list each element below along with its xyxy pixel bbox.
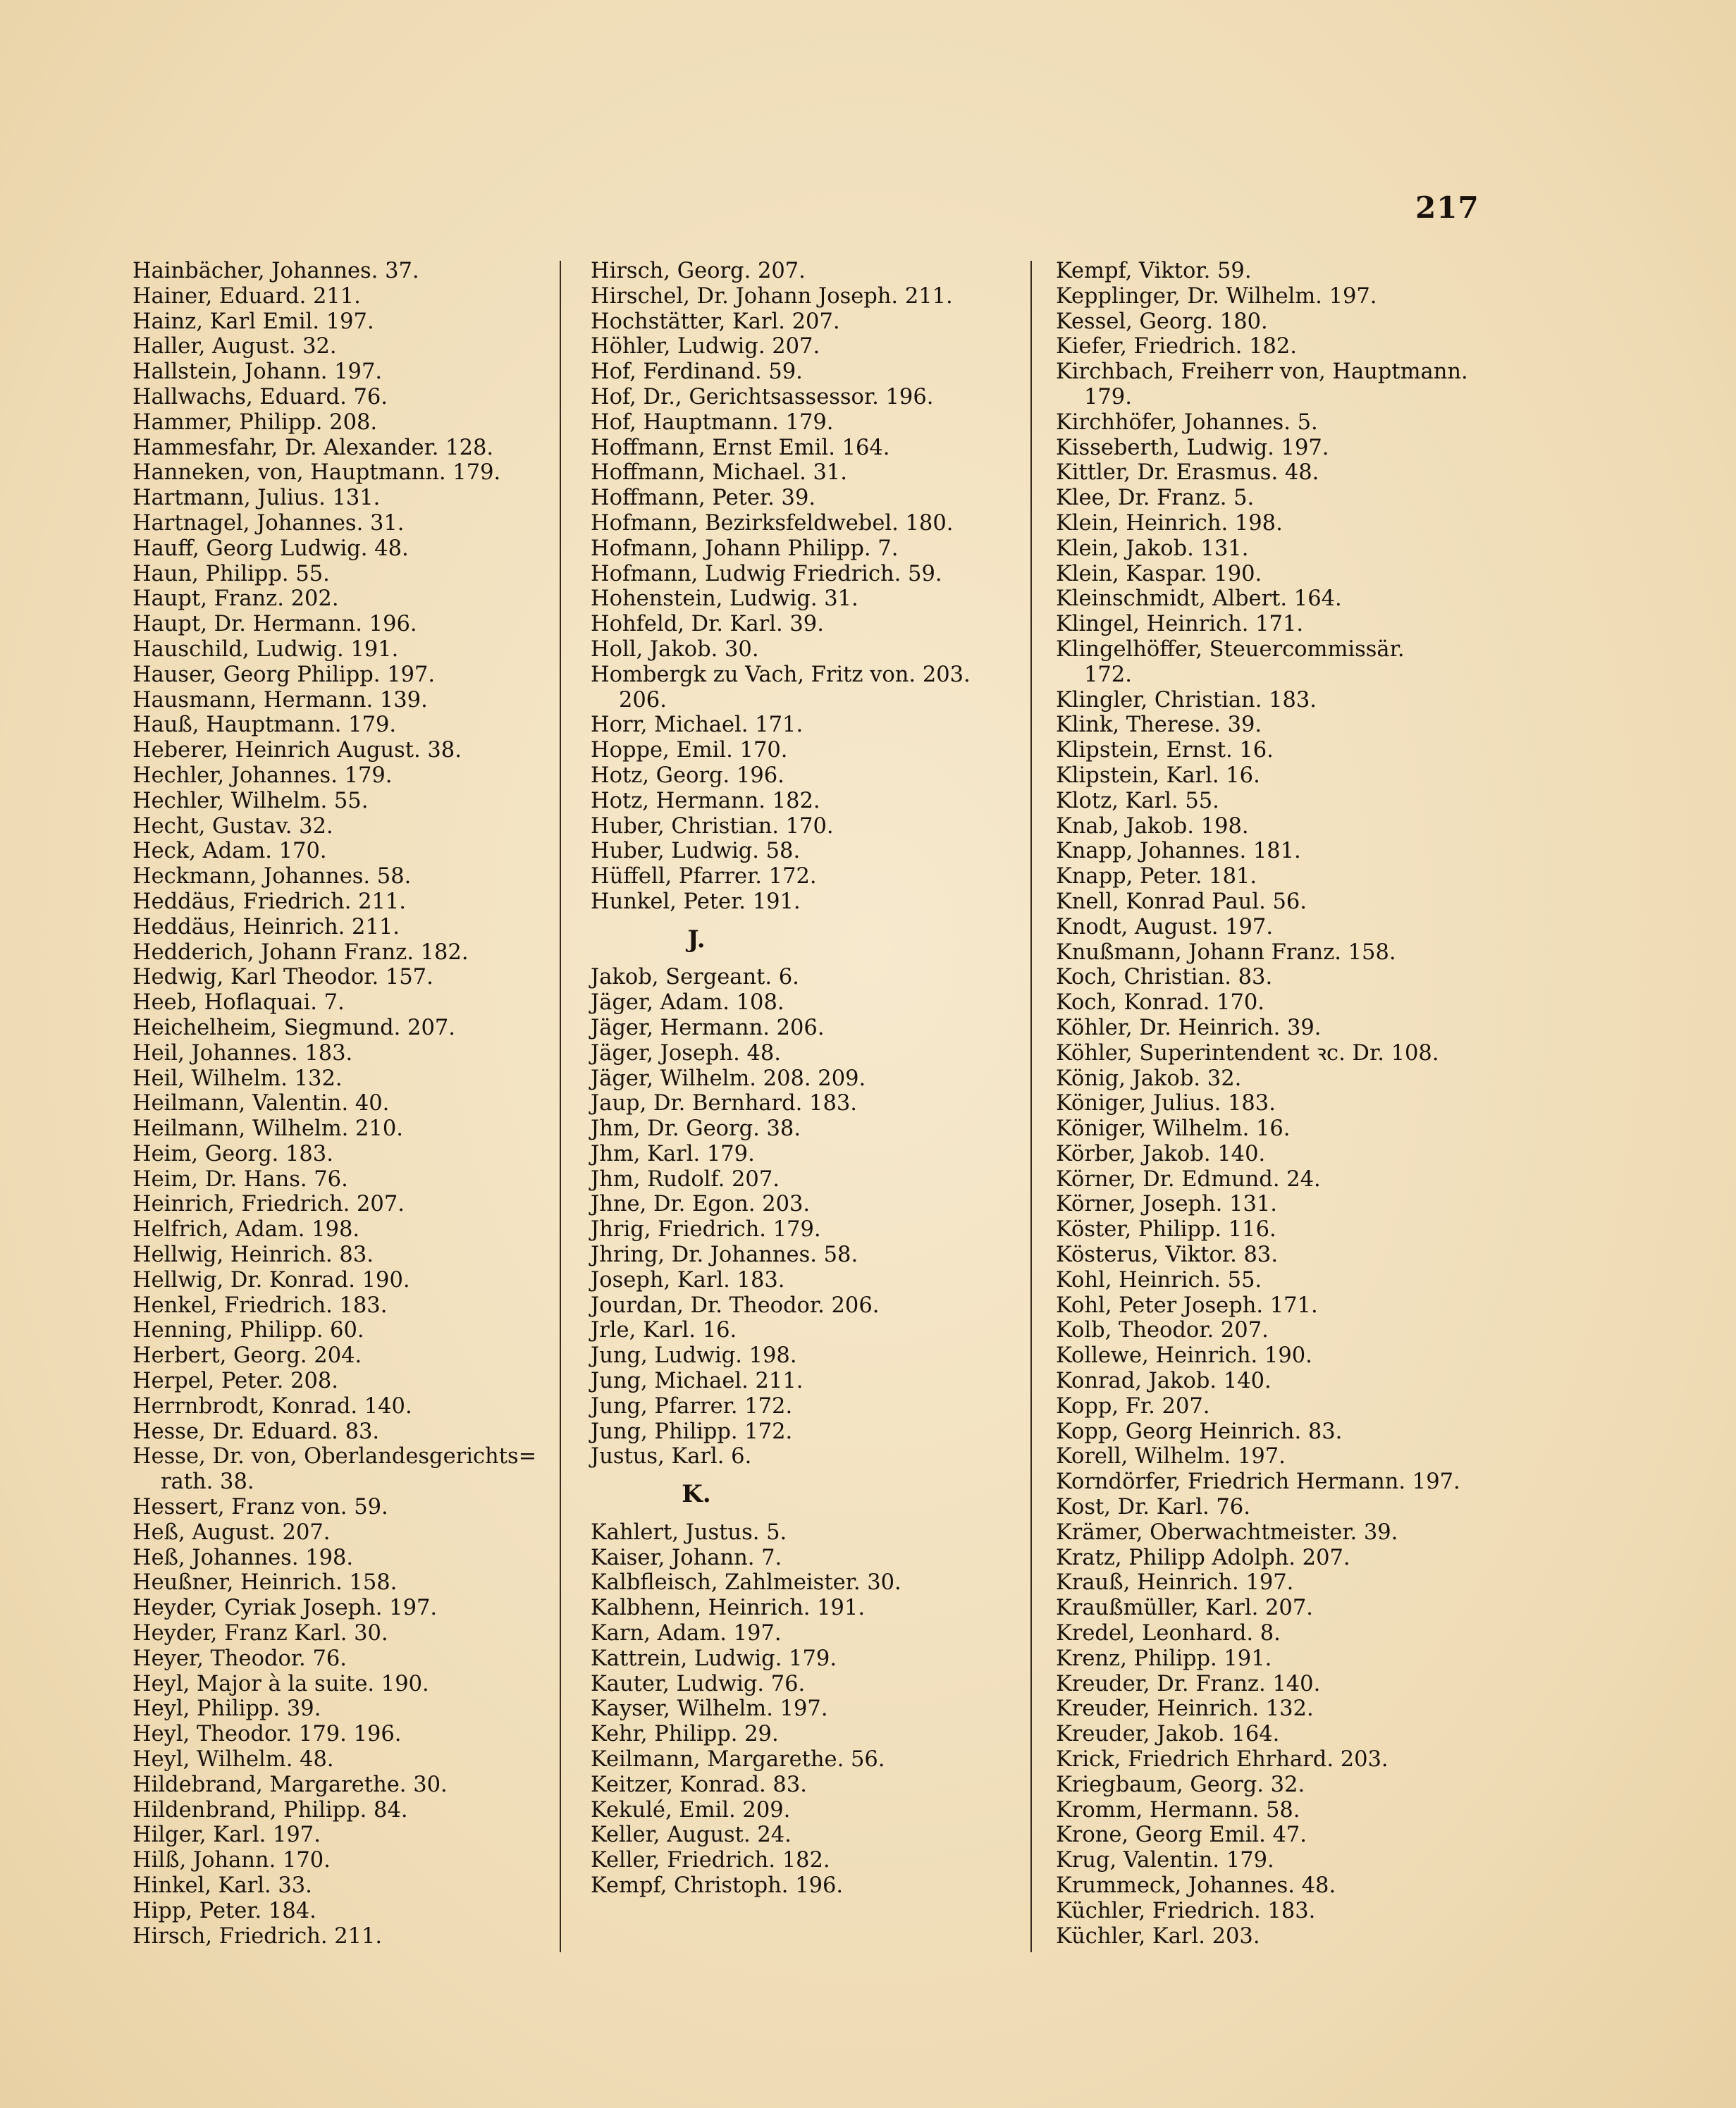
index-entry: Kost, Dr. Karl. 76.	[1056, 1495, 1250, 1520]
index-entry: Hausmann, Hermann. 139.	[133, 687, 428, 713]
index-entry: Kepplinger, Dr. Wilhelm. 197.	[1056, 283, 1377, 309]
index-entry: Köster, Philipp. 116.	[1056, 1217, 1276, 1243]
index-entry: Heß, Johannes. 198.	[133, 1545, 354, 1570]
index-entry: Knapp, Johannes. 181.	[1056, 839, 1301, 864]
index-entry: Hellwig, Heinrich. 83.	[133, 1243, 374, 1268]
index-entry: Jhm, Rudolf. 207.	[591, 1166, 780, 1192]
index-entry: Jhm, Dr. Georg. 38.	[591, 1116, 801, 1142]
index-entry: Heilmann, Valentin. 40.	[133, 1091, 390, 1116]
index-entry: Keller, August. 24.	[591, 1823, 792, 1848]
index-entry: Haupt, Franz. 202.	[133, 586, 339, 612]
index-entry: Hildebrand, Margarethe. 30.	[133, 1772, 448, 1797]
index-entry: Huber, Christian. 170.	[591, 813, 834, 839]
section-letter-heading: K.	[682, 1480, 711, 1509]
index-entry: Krug, Valentin. 179.	[1056, 1848, 1274, 1873]
index-entry: Krone, Georg Emil. 47.	[1056, 1823, 1307, 1848]
index-entry: Kirchbach, Freiherr von, Hauptmann.	[1056, 359, 1468, 385]
index-entry: Kriegbaum, Georg. 32.	[1056, 1772, 1305, 1797]
index-entry: Kösterus, Viktor. 83.	[1056, 1243, 1279, 1268]
index-entry: Hammer, Philipp. 208.	[133, 409, 378, 435]
column-divider	[560, 261, 561, 1952]
index-entry: Köhler, Dr. Heinrich. 39.	[1056, 1015, 1322, 1040]
index-entry: Keller, Friedrich. 182.	[591, 1848, 830, 1873]
index-entry: Hilß, Johann. 170.	[133, 1848, 331, 1873]
index-entry: Jhm, Karl. 179.	[591, 1141, 755, 1166]
index-entry: Hauß, Hauptmann. 179.	[133, 713, 397, 738]
index-entry: Hinkel, Karl. 33.	[133, 1873, 312, 1898]
index-entry: Jakob, Sergeant. 6.	[591, 965, 799, 990]
index-entry: Knußmann, Johann Franz. 158.	[1056, 939, 1396, 965]
index-entry: Hesse, Dr. von, Oberlandesgerichts=	[133, 1444, 537, 1469]
index-entry: Heberer, Heinrich August. 38.	[133, 738, 462, 763]
index-entry: Hirschel, Dr. Johann Joseph. 211.	[591, 283, 953, 309]
index-entry: Klein, Jakob. 131.	[1056, 536, 1249, 561]
index-entry: Hildenbrand, Philipp. 84.	[133, 1797, 408, 1823]
index-entry: Hof, Dr., Gerichtsassessor. 196.	[591, 384, 934, 409]
index-entry: Jäger, Joseph. 48.	[591, 1040, 781, 1066]
index-entry: Kessel, Georg. 180.	[1056, 309, 1268, 334]
index-entry: Heddäus, Friedrich. 211.	[133, 889, 406, 914]
index-entry: Kauter, Ludwig. 76.	[591, 1671, 806, 1696]
index-entry: Kehr, Philipp. 29.	[591, 1722, 779, 1747]
index-entry: Hofmann, Ludwig Friedrich. 59.	[591, 561, 942, 586]
index-entry: Kohl, Heinrich. 55.	[1056, 1267, 1262, 1293]
index-entry: Jrle, Karl. 16.	[591, 1318, 737, 1343]
index-entry: Jhrig, Friedrich. 179.	[591, 1217, 821, 1243]
index-entry: Hirsch, Friedrich. 211.	[133, 1923, 383, 1949]
index-entry: Haupt, Dr. Hermann. 196.	[133, 612, 417, 637]
index-entry: Kirchhöfer, Johannes. 5.	[1056, 409, 1318, 435]
index-entry: Hauff, Georg Ludwig. 48.	[133, 536, 409, 561]
index-entry: Koch, Christian. 83.	[1056, 965, 1273, 990]
index-entry: Koch, Konrad. 170.	[1056, 990, 1265, 1016]
index-entry-continuation: 206.	[619, 687, 667, 713]
index-entry: Kittler, Dr. Erasmus. 48.	[1056, 460, 1319, 486]
index-entry: Jäger, Wilhelm. 208. 209.	[591, 1066, 866, 1091]
index-entry: Klee, Dr. Franz. 5.	[1056, 486, 1255, 511]
index-entry: Kreuder, Heinrich. 132.	[1056, 1696, 1314, 1722]
index-entry: Keitzer, Konrad. 83.	[591, 1772, 807, 1797]
index-entry: Haller, August. 32.	[133, 334, 337, 359]
index-entry: Klotz, Karl. 55.	[1056, 788, 1219, 813]
index-entry: Hedderich, Johann Franz. 182.	[133, 939, 469, 965]
index-entry: Krick, Friedrich Ehrhard. 203.	[1056, 1747, 1389, 1773]
index-entry: Heddäus, Heinrich. 211.	[133, 914, 400, 939]
index-entry: Hoffmann, Ernst Emil. 164.	[591, 435, 890, 460]
index-entry: Jäger, Adam. 108.	[591, 990, 784, 1016]
index-entry: Konrad, Jakob. 140.	[1056, 1369, 1272, 1394]
index-entry: Hanneken, von, Hauptmann. 179.	[133, 460, 501, 486]
index-entry: Kisseberth, Ludwig. 197.	[1056, 435, 1329, 460]
index-entry: Knapp, Peter. 181.	[1056, 864, 1257, 889]
index-entry: Hohenstein, Ludwig. 31.	[591, 586, 858, 612]
index-entry-continuation: rath. 38.	[161, 1469, 254, 1495]
column-divider	[1030, 261, 1032, 1952]
index-entry: Klipstein, Ernst. 16.	[1056, 738, 1274, 763]
index-entry: Helfrich, Adam. 198.	[133, 1217, 360, 1243]
index-entry: Hoppe, Emil. 170.	[591, 738, 788, 763]
index-entry: Heim, Dr. Hans. 76.	[133, 1166, 348, 1192]
index-entry: Heeb, Hoflaquai. 7.	[133, 990, 345, 1016]
index-entry: Heußner, Heinrich. 158.	[133, 1570, 398, 1596]
index-entry: Heyl, Philipp. 39.	[133, 1696, 321, 1722]
index-entry: Henkel, Friedrich. 183.	[133, 1293, 388, 1318]
index-entry: Hombergk zu Vach, Fritz von. 203.	[591, 662, 971, 687]
index-entry: Hof, Ferdinand. 59.	[591, 359, 803, 385]
index-entry: Hunkel, Peter. 191.	[591, 889, 801, 914]
index-entry: Hauser, Georg Philipp. 197.	[133, 662, 436, 687]
index-entry: Heil, Wilhelm. 132.	[133, 1066, 343, 1091]
index-entry: Küchler, Karl. 203.	[1056, 1923, 1260, 1949]
index-entry: Hotz, Georg. 196.	[591, 763, 784, 788]
index-entry: Heyl, Major à la suite. 190.	[133, 1671, 429, 1696]
index-entry: Heckmann, Johannes. 58.	[133, 864, 412, 889]
index-entry: Herbert, Georg. 204.	[133, 1343, 362, 1369]
index-entry: Hartmann, Julius. 131.	[133, 486, 381, 511]
index-entry: Hochstätter, Karl. 207.	[591, 309, 840, 334]
index-entry: Kopp, Fr. 207.	[1056, 1393, 1210, 1419]
page-number: 217	[1415, 190, 1479, 225]
index-entry: Höhler, Ludwig. 207.	[591, 334, 820, 359]
index-entry: Kattrein, Ludwig. 179.	[591, 1646, 837, 1671]
index-entry: Kopp, Georg Heinrich. 83.	[1056, 1419, 1343, 1444]
index-entry: Küchler, Friedrich. 183.	[1056, 1898, 1316, 1923]
index-entry: Kratz, Philipp Adolph. 207.	[1056, 1545, 1350, 1570]
index-entry: Hedwig, Karl Theodor. 157.	[133, 965, 433, 990]
index-entry: Köhler, Superintendent ꝛc. Dr. 108.	[1056, 1040, 1439, 1066]
index-entry: König, Jakob. 32.	[1056, 1066, 1242, 1091]
index-entry: Klingel, Heinrich. 171.	[1056, 612, 1304, 637]
index-entry: Holl, Jakob. 30.	[591, 636, 759, 662]
index-entry: Klink, Therese. 39.	[1056, 713, 1262, 738]
index-entry: Kollewe, Heinrich. 190.	[1056, 1343, 1312, 1369]
index-entry: Kaiser, Johann. 7.	[591, 1545, 782, 1570]
index-entry: Kreuder, Dr. Franz. 140.	[1056, 1671, 1321, 1696]
index-entry: Knodt, August. 197.	[1056, 914, 1274, 939]
index-entry: Kalbhenn, Heinrich. 191.	[591, 1596, 866, 1621]
index-column-2	[591, 259, 1014, 1899]
index-entry: Körner, Dr. Edmund. 24.	[1056, 1166, 1321, 1192]
index-entry: Jourdan, Dr. Theodor. 206.	[591, 1293, 880, 1318]
index-entry: Hallwachs, Eduard. 76.	[133, 384, 388, 409]
index-entry: Horr, Michael. 171.	[591, 713, 804, 738]
index-entry: Kohl, Peter Joseph. 171.	[1056, 1293, 1318, 1318]
index-entry: Kiefer, Friedrich. 182.	[1056, 334, 1297, 359]
index-entry: Hecht, Gustav. 32.	[133, 813, 333, 839]
index-entry: Heyl, Theodor. 179. 196.	[133, 1722, 402, 1747]
index-entry: Hohfeld, Dr. Karl. 39.	[591, 612, 824, 637]
index-entry: Klingelhöffer, Steuercommissär.	[1056, 636, 1405, 662]
index-entry-continuation: 179.	[1084, 384, 1132, 409]
index-entry: Hartnagel, Johannes. 31.	[133, 510, 405, 536]
index-entry: Kredel, Leonhard. 8.	[1056, 1621, 1281, 1646]
index-entry: Hellwig, Dr. Konrad. 190.	[133, 1267, 410, 1293]
index-entry: Kempf, Christoph. 196.	[591, 1873, 844, 1898]
index-entry: Klingler, Christian. 183.	[1056, 687, 1317, 713]
index-entry: Hallstein, Johann. 197.	[133, 359, 383, 385]
index-entry: Henning, Philipp. 60.	[133, 1318, 364, 1343]
index-entry: Klipstein, Karl. 16.	[1056, 763, 1260, 788]
section-letter-heading: J.	[687, 925, 706, 954]
index-entry: Heim, Georg. 183.	[133, 1141, 333, 1166]
index-entry: Heck, Adam. 170.	[133, 839, 327, 864]
index-entry: Kraußmüller, Karl. 207.	[1056, 1596, 1313, 1621]
index-entry: Herrnbrodt, Konrad. 140.	[133, 1393, 412, 1419]
index-entry: Knell, Konrad Paul. 56.	[1056, 889, 1307, 914]
index-entry: Justus, Karl. 6.	[591, 1444, 752, 1469]
index-entry: Hüffell, Pfarrer. 172.	[591, 864, 817, 889]
index-entry: Joseph, Karl. 183.	[591, 1267, 785, 1293]
index-entry: Klein, Kaspar. 190.	[1056, 561, 1262, 586]
index-entry: Königer, Julius. 183.	[1056, 1091, 1276, 1116]
index-entry: Heinrich, Friedrich. 207.	[133, 1192, 405, 1217]
index-entry: Krauß, Heinrich. 197.	[1056, 1570, 1294, 1596]
index-entry: Heß, August. 207.	[133, 1520, 331, 1545]
index-entry: Hessert, Franz von. 59.	[133, 1495, 388, 1520]
index-entry: Hilger, Karl. 197.	[133, 1823, 321, 1848]
index-entry: Haun, Philipp. 55.	[133, 561, 330, 586]
index-entry: Heil, Johannes. 183.	[133, 1040, 353, 1066]
index-entry: Krämer, Oberwachtmeister. 39.	[1056, 1520, 1398, 1545]
index-entry: Körner, Joseph. 131.	[1056, 1192, 1277, 1217]
index-entry: Hof, Hauptmann. 179.	[591, 409, 834, 435]
index-entry: Kekulé, Emil. 209.	[591, 1797, 791, 1823]
index-entry: Korell, Wilhelm. 197.	[1056, 1444, 1286, 1469]
index-column-1	[133, 259, 541, 1949]
index-entry: Hainz, Karl Emil. 197.	[133, 309, 374, 334]
index-entry: Jung, Michael. 211.	[591, 1369, 804, 1394]
index-entry: Klein, Heinrich. 198.	[1056, 510, 1283, 536]
index-entry: Heyder, Cyriak Joseph. 197.	[133, 1596, 438, 1621]
index-entry: Hofmann, Bezirksfeldwebel. 180.	[591, 510, 954, 536]
index-entry: Krenz, Philipp. 191.	[1056, 1646, 1272, 1671]
index-entry: Hoffmann, Michael. 31.	[591, 460, 848, 486]
index-entry: Hoffmann, Peter. 39.	[591, 486, 816, 511]
index-entry: Kromm, Hermann. 58.	[1056, 1797, 1300, 1823]
index-entry: Heyl, Wilhelm. 48.	[133, 1747, 334, 1773]
index-entry: Hainer, Eduard. 211.	[133, 283, 361, 309]
index-entry: Herpel, Peter. 208.	[133, 1369, 338, 1394]
index-entry: Hesse, Dr. Eduard. 83.	[133, 1419, 380, 1444]
index-entry: Jhne, Dr. Egon. 203.	[591, 1192, 811, 1217]
index-entry: Huber, Ludwig. 58.	[591, 839, 801, 864]
index-entry: Hipp, Peter. 184.	[133, 1898, 316, 1923]
index-entry: Königer, Wilhelm. 16.	[1056, 1116, 1291, 1142]
index-entry: Hechler, Wilhelm. 55.	[133, 788, 369, 813]
index-entry: Jung, Pfarrer. 172.	[591, 1393, 793, 1419]
index-entry: Karn, Adam. 197.	[591, 1621, 782, 1646]
index-entry: Kreuder, Jakob. 164.	[1056, 1722, 1280, 1747]
index-entry: Hotz, Hermann. 182.	[591, 788, 820, 813]
index-entry: Korndörfer, Friedrich Hermann. 197.	[1056, 1469, 1460, 1495]
index-entry: Jhring, Dr. Johannes. 58.	[591, 1243, 858, 1268]
index-entry: Hammesfahr, Dr. Alexander. 128.	[133, 435, 494, 460]
index-entry: Jung, Ludwig. 198.	[591, 1343, 797, 1369]
index-entry: Hauschild, Ludwig. 191.	[133, 636, 399, 662]
index-entry: Kayser, Wilhelm. 197.	[591, 1696, 828, 1722]
index-entry: Keilmann, Margarethe. 56.	[591, 1747, 885, 1773]
index-entry: Kahlert, Justus. 5.	[591, 1520, 787, 1545]
index-entry: Krummeck, Johannes. 48.	[1056, 1873, 1336, 1898]
index-entry: Jaup, Dr. Bernhard. 183.	[591, 1091, 857, 1116]
index-entry: Jäger, Hermann. 206.	[591, 1015, 825, 1040]
index-entry: Heyder, Franz Karl. 30.	[133, 1621, 388, 1646]
index-entry: Heichelheim, Siegmund. 207.	[133, 1015, 455, 1040]
index-entry: Kalbfleisch, Zahlmeister. 30.	[591, 1570, 901, 1596]
index-entry: Knab, Jakob. 198.	[1056, 813, 1249, 839]
index-entry: Heyer, Theodor. 76.	[133, 1646, 347, 1671]
index-entry: Kleinschmidt, Albert. 164.	[1056, 586, 1342, 612]
index-entry: Jung, Philipp. 172.	[591, 1419, 793, 1444]
index-entry-continuation: 172.	[1084, 662, 1132, 687]
index-entry: Hechler, Johannes. 179.	[133, 763, 393, 788]
index-entry: Kolb, Theodor. 207.	[1056, 1318, 1269, 1343]
index-column-3	[1056, 259, 1479, 1949]
index-entry: Hofmann, Johann Philipp. 7.	[591, 536, 899, 561]
index-entry: Körber, Jakob. 140.	[1056, 1141, 1266, 1166]
index-entry: Hainbächer, Johannes. 37.	[133, 259, 419, 283]
index-entry: Kempf, Viktor. 59.	[1056, 259, 1252, 283]
index-entry: Hirsch, Georg. 207.	[591, 259, 806, 283]
index-entry: Heilmann, Wilhelm. 210.	[133, 1116, 403, 1142]
